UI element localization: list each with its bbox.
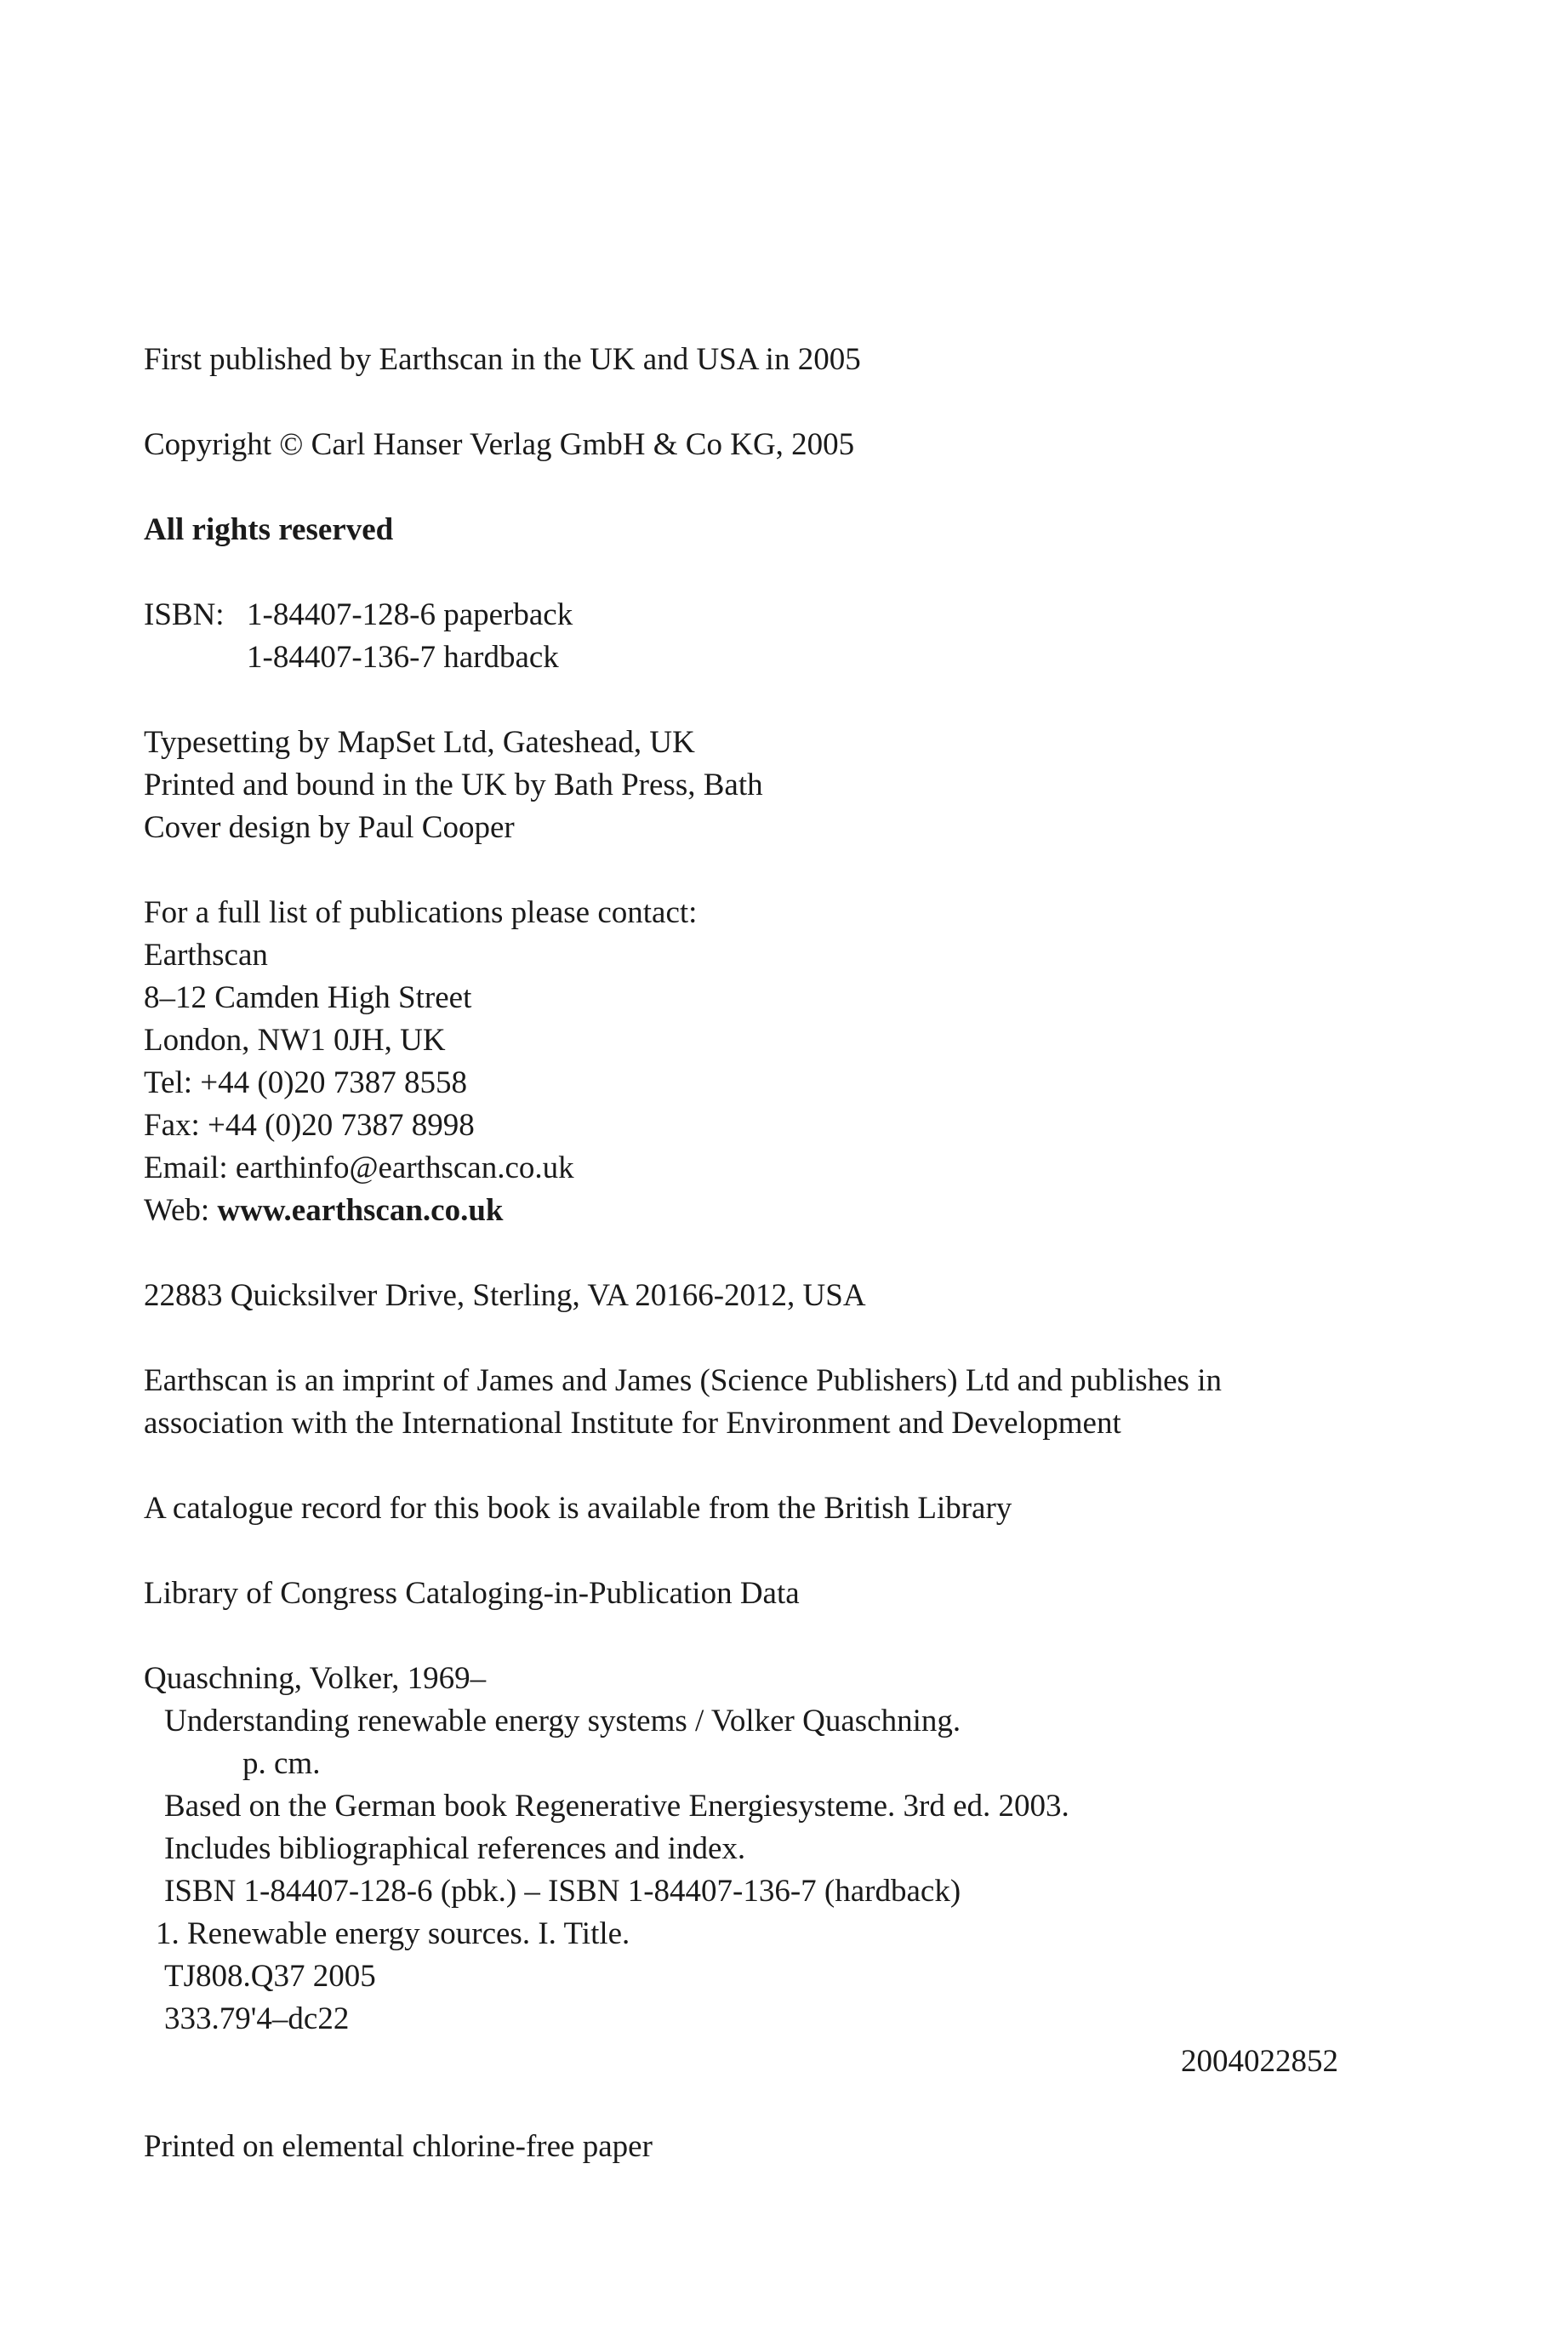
contact-street: 8–12 Camden High Street — [144, 980, 472, 1015]
first-published-line: First published by Earthscan in the UK and USA in 2005 — [144, 342, 861, 377]
contact-email: Email: earthinfo@earthscan.co.uk — [144, 1150, 574, 1185]
contact-tel: Tel: +44 (0)20 7387 8558 — [144, 1065, 468, 1100]
loc-dewey: 333.79'4–dc22 — [164, 2001, 350, 2036]
loc-heading: Library of Congress Cataloging-in-Publication Data — [144, 1576, 800, 1611]
paper-note: Printed on elemental chlorine-free paper — [144, 2129, 653, 2164]
printing-line: Printed and bound in the UK by Bath Press, Bath — [144, 768, 763, 802]
loc-includes: Includes bibliographical references and index. — [164, 1831, 746, 1866]
loc-based-on: Based on the German book Regenerative Energiesysteme. 3rd ed. 2003. — [164, 1789, 1069, 1824]
loc-isbns: ISBN 1-84407-128-6 (pbk.) – ISBN 1-84407-136-7 (hardback) — [164, 1874, 961, 1909]
loc-record-number: 2004022852 — [1181, 2044, 1338, 2079]
contact-web-line — [144, 1190, 504, 1232]
rights-line: All rights reserved — [144, 512, 394, 547]
contact-name: Earthscan — [144, 938, 268, 973]
loc-author: Quaschning, Volker, 1969– — [144, 1661, 487, 1696]
loc-pcm: p. cm. — [242, 1746, 321, 1781]
loc-subject: 1. Renewable energy sources. I. Title. — [156, 1916, 630, 1951]
cover-design-line: Cover design by Paul Cooper — [144, 810, 515, 845]
contact-fax: Fax: +44 (0)20 7387 8998 — [144, 1108, 475, 1143]
isbn-paperback: 1-84407-128-6 paperback — [247, 597, 573, 632]
british-library-line: A catalogue record for this book is available from the British Library — [144, 1491, 1012, 1526]
contact-city: London, NW1 0JH, UK — [144, 1023, 446, 1058]
web-url: www.earthscan.co.uk — [217, 1193, 504, 1228]
loc-call-number: TJ808.Q37 2005 — [164, 1959, 376, 1994]
isbn-hardback: 1-84407-136-7 hardback — [247, 640, 559, 675]
loc-title: Understanding renewable energy systems / Volker Quaschning. — [164, 1704, 961, 1738]
us-address: 22883 Quicksilver Drive, Sterling, VA 20166-2012, USA — [144, 1278, 866, 1313]
contact-intro: For a full list of publications please contact: — [144, 895, 698, 930]
copyright-line: Copyright © Carl Hanser Verlag GmbH & Co KG, 2005 — [144, 427, 855, 462]
imprint-line-2: association with the International Institute for Environment and Development — [144, 1406, 1121, 1441]
typesetting-line: Typesetting by MapSet Ltd, Gateshead, UK — [144, 725, 695, 760]
web-label: Web: — [144, 1193, 218, 1228]
isbn-label: ISBN: — [144, 597, 225, 632]
imprint-line-1: Earthscan is an imprint of James and James (Science Publishers) Ltd and publishes in — [144, 1363, 1222, 1398]
